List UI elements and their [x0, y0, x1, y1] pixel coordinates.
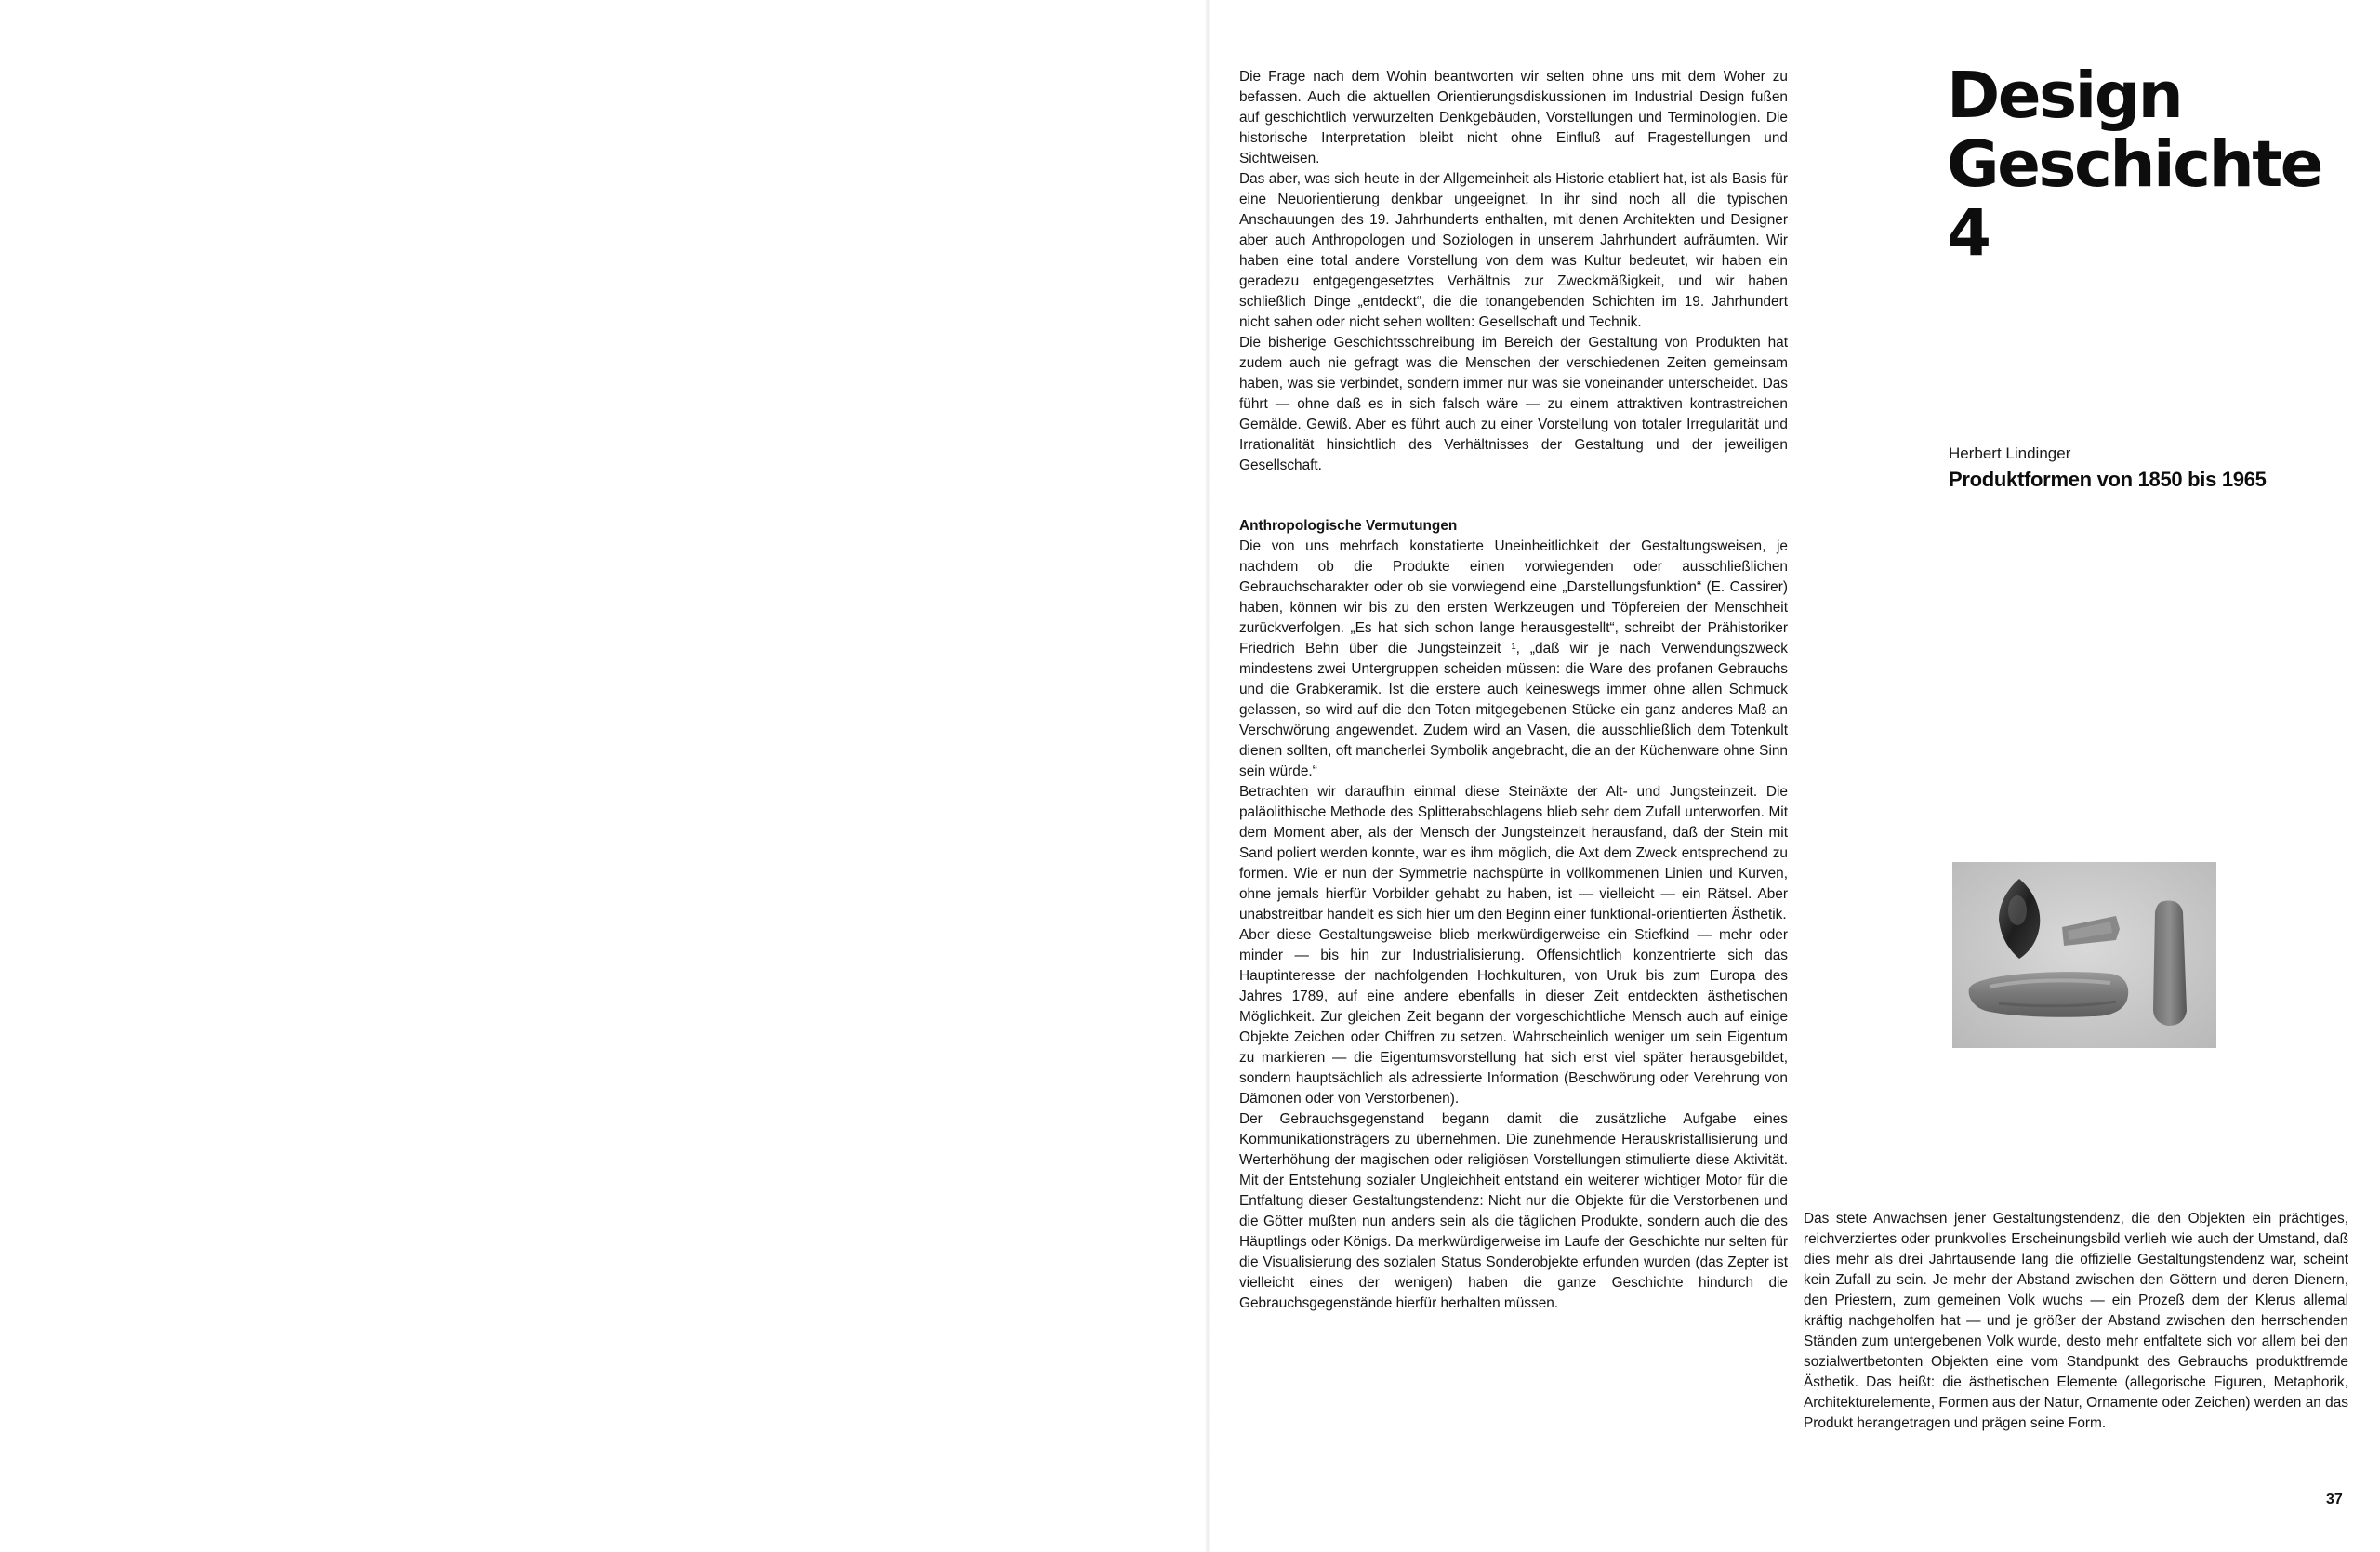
side-paragraph: Das stete Anwachsen jener Gestaltungstendenz, die den Objekten ein prächtiges, reichverziertes oder prunkvolles Erscheinungsbild verlieh wie auch der Umstand, daß dies mehr als drei Jahrtausende lang die offizielle Gestaltungstendenz war, scheint kein Zufall zu sein. Je mehr der Abstand zwischen den Göttern und deren Dienern, den Priestern, zum gemeinen Volk wuchs — ein Prozeß dem der Klerus allemal kräftig nachgeholfen hat — und je größer der Abstand zwischen den herrschenden Ständen zum untergebenen Volk wurde, desto mehr entfaltete sich vor allem bei den sozialwertbetonten Objekten eine vom Standpunkt des Gebrauchs produktfremde Ästhetik. Das heißt: die ästhetischen Elemente (allegorische Figuren, Metaphorik, Architekturelemente, Formen aus der Natur, Ornamente oder Zeichen) werden an das Produkt herangetragen und prägen seine Form.	[1804, 1211, 2348, 1431]
section-paragraph-2: Betrachten wir daraufhin einmal diese Steinäxte der Alt- und Jungsteinzeit. Die paläolithische Methode des Splitterabschlagens blieb sehr dem Zufall unterworfen. Mit dem Moment aber, als der Mensch der Jungsteinzeit herausfand, daß der Stein mit Sand poliert werden konnte, war es ihm möglich, die Axt dem Zweck entsprechend zu formen. Wie er nun der Symmetrie nachspürte in vollkommenen Linien und Kurven, ohne jemals hierfür Vorbilder gehabt zu haben, ist — vielleicht — ein Rätsel. Aber unabstreitbar handelt es sich hier um den Beginn einer funktional-orientierten Ästhetik.	[1239, 784, 1788, 922]
section-spacer	[1239, 476, 1788, 516]
stone-axes-illustration	[1952, 862, 2216, 1048]
section-paragraph-4: Der Gebrauchsgegenstand begann damit die zusätzliche Aufgabe eines Kommunikationsträgers zu übernehmen. Die zunehmende Herauskristallisierung und Werterhöhung der magischen oder religiösen Vorstellungen stimulierte diese Aktivität. Mit der Entstehung sozialer Ungleichheit entstand ein weiterer wichtiger Motor für die Entfaltung dieser Gestaltungstendenz: Nicht nur die Objekte für die Verstorbenen und die Götter mußten nun anders sein als die täglichen Produkte, sondern auch die des Häuptlings oder Königs. Da merkwürdigerweise im Laufe der Geschichte nur selten für die Visualisierung des sozialen Status Sonderobjekte erfunden wurden (das Zepter ist vielleicht eines der wenigen) haben die ganze Geschichte hindurch die Gebrauchsgegenstände hierfür herhalten müssen.	[1239, 1111, 1788, 1311]
long-polished-axe	[1969, 972, 2129, 1017]
article-title	[1947, 59, 2374, 271]
title-line-2: Geschichte 4	[1947, 127, 2321, 271]
main-text-column	[1239, 67, 1788, 1314]
stone-axes-photo	[1952, 862, 2216, 1048]
intro-paragraph-3: Die bisherige Geschichtsschreibung im Bereich der Gestaltung von Produkten hat zudem auch nie gefragt was die Menschen der verschiedenen Zeiten gemeinsam haben, was sie verbindet, sondern immer nur was sie voneinander unterscheidet. Das führt — ohne daß es in sich falsch wäre — zu einem attraktiven kontrastreichen Gemälde. Gewiß. Aber es führt auch zu einer Vorstellung von totaler Irregularität und Irrationalität hinsichtlich des Verhältnisses der Gestaltung und der jeweiligen Gesellschaft.	[1239, 335, 1788, 473]
intro-paragraph-2: Das aber, was sich heute in der Allgemeinheit als Historie etabliert hat, ist als Basis für eine Neuorientierung denkbar ungeeignet. In ihr sind noch all die typischen Anschauungen des 19. Jahrhunderts enthalten, mit denen Architekten und Designer aber auch Anthropologen und Soziologen in unserem Jahrhundert aufräumten. Wir haben eine total andere Vorstellung von dem was Kultur bedeutet, wir haben ein geradezu entgegengesetztes Verhältnis zur Zweckmäßigkeit, und wir haben schließlich Dinge „entdeckt“, die die tonangebenden Schichten im 19. Jahrhundert nicht sahen oder nicht sehen wollten: Gesellschaft und Technik.	[1239, 171, 1788, 330]
upright-axe	[2153, 901, 2187, 1027]
section-paragraph-3: Aber diese Gestaltungsweise blieb merkwürdigerweise ein Stiefkind — mehr oder minder — bis hin zur Industrialisierung. Offensichtlich konzentrierte sich das Hauptinteresse der nachfolgenden Hochkulturen, von Uruk bis zum Europa des Jahres 1789, auf eine andere ebenfalls in dieser Zeit entdeckten ästhetischen Möglichkeit. Zur gleichen Zeit begann der vorgeschichtliche Mensch auch auf einige Objekte Zeichen oder Chiffren zu setzen. Wahrscheinlich weniger um sein Eigentum zu markieren — die Eigentumsvorstellung hat sich erst viel später herausgebildet, sondern hauptsächlich als adressierte Information (Beschwörung oder Verehrung von Dämonen oder von Verstorbenen).	[1239, 927, 1788, 1107]
author-name: Herbert Lindinger	[1949, 444, 2071, 462]
section-paragraph-1: Die von uns mehrfach konstatierte Uneinheitlichkeit der Gestaltungsweisen, je nachdem ob die Produkte einen vorwiegenden oder ausschließlichen Gebrauchscharakter oder ob sie vorwiegend eine „Darstellungsfunktion“ (E. Cassirer) haben, können wir bis zu den ersten Werkzeugen und Töpfereien der Menschheit zurückverfolgen. „Es hat sich schon lange herausgestellt“, schreibt der Prähistoriker Friedrich Behn über die Jungsteinzeit ¹, „daß wir je nach Verwendungszweck mindestens zwei Untergruppen scheiden müssen: die Ware des profanen Gebrauchs und die Grabkeramik. Ist die erstere auch keineswegs immer ohne allen Schmuck gelassen, so wird auf die den Toten mitgegebenen Stücke ein ganz anderes Maß an Verschwörung angewendet. Zudem wird an Vasen, die ausschließlich dem Totenkult dienen sollten, oft mancherlei Symbolik angebracht, die an der Küchenware ohne Sinn sein würde.“	[1239, 538, 1788, 779]
section-heading: Anthropologische Vermutungen	[1239, 518, 1458, 534]
page-number: 37	[2326, 1492, 2343, 1507]
title-line-1: Design	[1947, 59, 2182, 133]
article-subtitle: Produktformen von 1850 bis 1965	[1949, 468, 2267, 491]
intro-paragraph-1: Die Frage nach dem Wohin beantworten wir selten ohne uns mit dem Woher zu befassen. Auch die aktuellen Orientierungsdiskussionen im Industrial Design fußen auf geschichtlich verwurzelten Denkgebäuden, Vorstellungen und Terminologien. Die historische Interpretation bleibt nicht ohne Einfluß auf Fragestellungen und Sichtweisen.	[1239, 69, 1788, 166]
side-text-column	[1804, 1209, 2348, 1434]
